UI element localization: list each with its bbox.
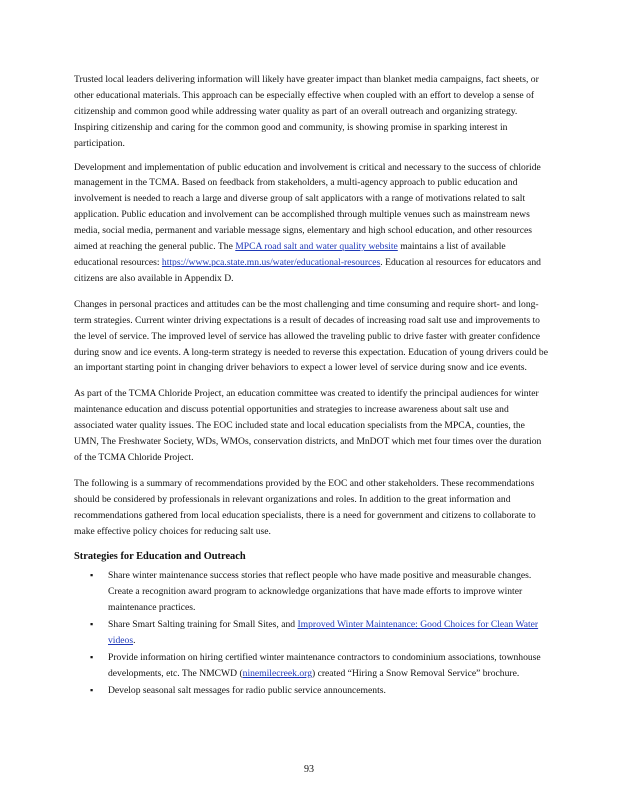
page-number: 93	[304, 764, 314, 775]
paragraph-public-education	[74, 160, 548, 287]
bullet-icon: ▪	[90, 684, 94, 695]
paragraph-trusted-leaders: Trusted local leaders delivering information will likely have greater impact than blanket media campaigns, fact sheets, or other educational materials. This approach can be especially effective when coupled with an effort to develop a sense of citizenship and common good while addressing water quality as part of an overall outreach and organizing strategy. Inspiring citizenship and caring for the common good and community, is showing promise in sparking interest in participation.	[74, 74, 539, 149]
list-item-text: ) created “Hiring a Snow Removal Service” brochure.	[312, 667, 520, 679]
winter-maintenance-videos-link[interactable]: Improved Winter Maintenance: Good Choices for Clean Water videos	[108, 619, 539, 647]
list-item-text: Develop seasonal salt messages for radio public service announcements.	[108, 684, 386, 696]
educational-resources-url-link[interactable]: https://www.pca.state.mn.us/water/educational-resources	[161, 256, 381, 268]
ninemilecreek-link[interactable]: ninemilecreek.org	[242, 667, 312, 679]
list-item	[74, 650, 548, 682]
paragraph-text: Development and implementation of public education and involvement is critical and necessary to the success of chloride management in the TCMA. Based on feedback from stakeholders, a multi-agency approach to public education and involvement is needed to reach a large and diverse group of salt applicators with a range of motivations related to salt application. Public education and involvement can be accomplished through multiple venues such as mainstream news media, social media, permanent and variable message signs, elementary and high school education, and other resources aimed at reaching the general public. The	[74, 161, 541, 253]
paragraph-personal-practices: Changes in personal practices and attitudes can be the most challenging and time consuming and require short- and long-term strategies. Current winter driving expectations is a result of decades of increasing road salt use and improvements to the level of service. The improved level of service has allowed the traveling public to drive faster with greater confidence during snow and ice events. A long-term strategy is needed to reverse this expectation. Education of young drivers could be an important starting point in changing driver behaviors to expect a lower level of service during snow and ice events.	[74, 298, 548, 374]
list-item-text: .	[133, 635, 136, 647]
recommendation-list	[74, 568, 548, 698]
bullet-icon: ▪	[90, 619, 94, 630]
paragraph-summary: The following is a summary of recommendations provided by the EOC and other stakeholders. These recommendations should be considered by professionals in relevant organizations and roles. In addition to the great information and recommendations gathered from local education specialists, there is a need for government and citizens to collaborate to make effective policy choices for reducing salt use.	[74, 477, 536, 537]
paragraph-text: maintains a list of available educational resources:	[74, 241, 506, 268]
section-heading: Strategies for Education and Outreach	[74, 551, 246, 563]
bullet-icon: ▪	[90, 652, 94, 662]
paragraph-education-committee: As part of the TCMA Chloride Project, an education committee was created to identify the principal audiences for winter maintenance education and discuss potential opportunities and strategies to increase awareness about salt use and associated water quality issues. The EOC included state and local education specialists from the MPCA, counties, the UMN, The Freshwater Society, WDs, WMOs, conservation districts, and MnDOT which met four times over the duration of the TCMA Chloride Project.	[74, 388, 542, 463]
bullet-icon: ▪	[90, 570, 94, 581]
list-item	[74, 683, 548, 699]
list-item-text: Provide information on hiring certified winter maintenance contractors to condominium associations, townhouse developments, etc. The NMCWD (	[108, 652, 541, 679]
paragraph-text: . Education al resources for educators and citizens are also available in Appendix D.	[74, 256, 541, 284]
list-item	[74, 617, 548, 649]
list-item-text: Share Smart Salting training for Small Sites, and	[108, 619, 298, 631]
document-page	[74, 72, 548, 700]
list-item	[74, 568, 548, 616]
mpca-website-link[interactable]: MPCA road salt and water quality website	[235, 241, 398, 253]
list-item-text: Share winter maintenance success stories that reflect people who have made positive and measurable changes. Create a recognition award program to acknowledge organizations that have made efforts to improve winter maintenance practices.	[108, 570, 532, 614]
